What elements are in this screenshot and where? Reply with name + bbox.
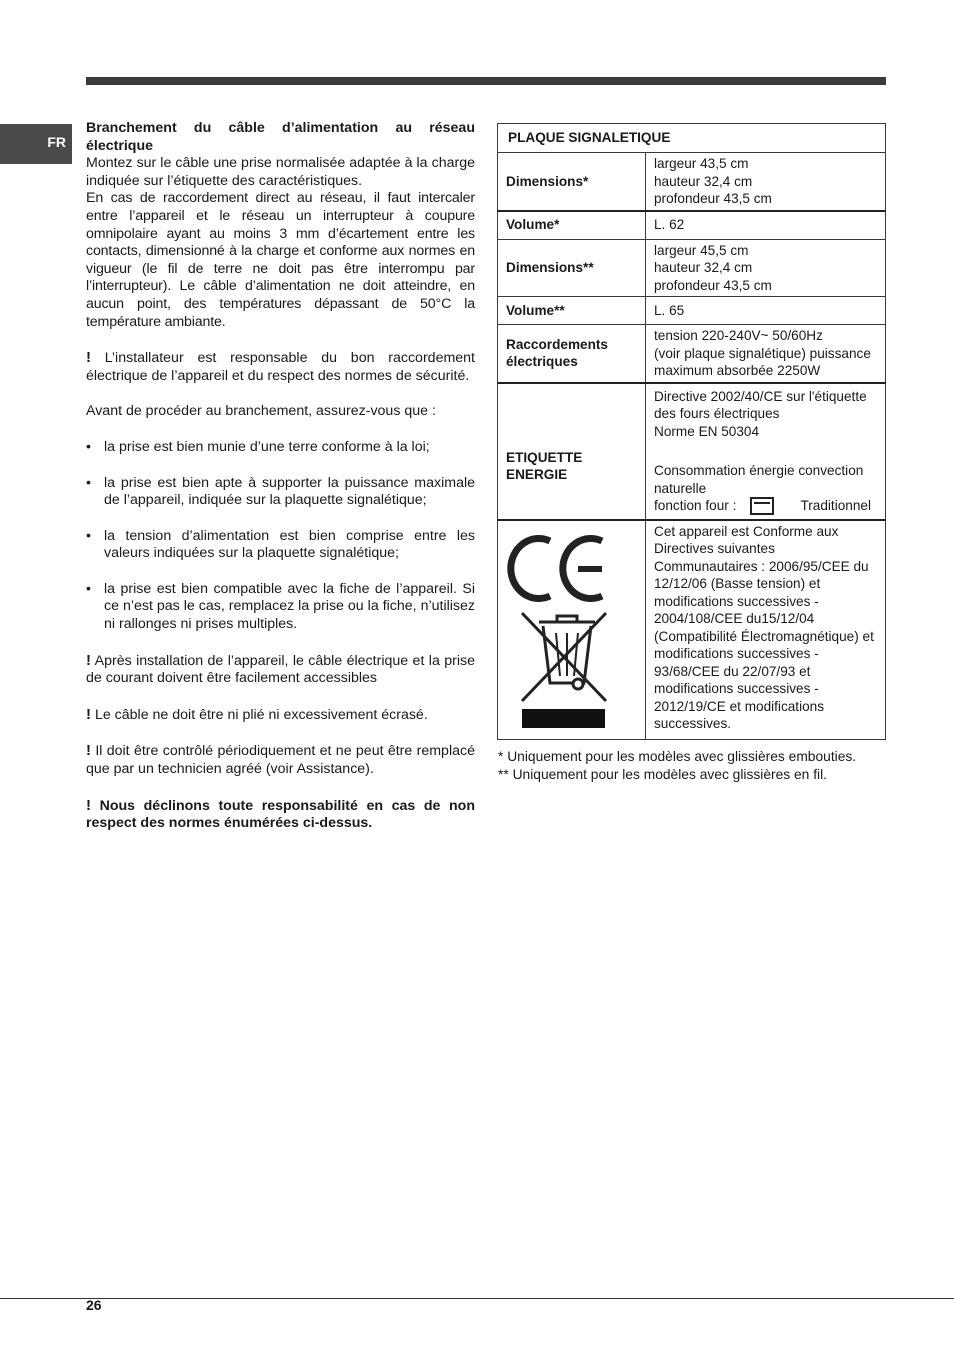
language-label: FR bbox=[47, 134, 66, 150]
energy-line: des fours électriques bbox=[654, 406, 780, 421]
language-tab bbox=[0, 124, 72, 164]
dimensions-value bbox=[646, 153, 886, 211]
bottom-rule bbox=[0, 1298, 954, 1299]
ce-weee-logos bbox=[498, 521, 637, 739]
warning-liability-text: Nous déclinons toute responsabilité en cas de non respect des normes énumérées ci-dessus. bbox=[86, 797, 475, 832]
warning-icon: ! bbox=[86, 705, 91, 723]
list-item: • la tension d’alimentation est bien comprise entre les valeurs indiquées sur la plaquette signalétique; bbox=[86, 528, 475, 563]
table-row bbox=[498, 153, 886, 211]
list-item: • la prise est bien munie d’une terre conforme à la loi; bbox=[86, 439, 475, 457]
intro-paragraph: Montez sur le câble une prise normalisée adaptée à la charge indiquée sur l’étiquette des caractéristiques. bbox=[86, 155, 475, 189]
dimension-line: largeur 43,5 cm bbox=[654, 156, 749, 171]
table-row bbox=[498, 520, 886, 740]
volume-label: Volume* bbox=[498, 211, 646, 240]
warning-icon: ! bbox=[86, 742, 91, 760]
top-rule bbox=[86, 77, 886, 85]
ce-conformity-text: Cet appareil est Conforme aux Directives suivantes Communautaires : 2006/95/CEE du 12/12/06 (Basse tension) et modifications successives - 2004/108/CEE du15/12/04 (Compatibilité Électromagnétique) et modifications successives - 93/68/CEE du 22/07/93 et modifications successives - 2012/19/CE et modifications successives. bbox=[646, 520, 886, 740]
oven-function-line bbox=[654, 497, 881, 515]
energy-label-line: ENERGIE bbox=[506, 467, 568, 482]
section-heading: Branchement du câble d’alimentation au réseau électrique bbox=[86, 120, 475, 154]
warning-accessible bbox=[86, 652, 475, 688]
dimension-line: hauteur 32,4 cm bbox=[654, 260, 753, 275]
dimensions-label: Dimensions* bbox=[498, 153, 646, 211]
weee-bin-icon bbox=[522, 613, 606, 701]
warning-icon: ! bbox=[86, 796, 91, 814]
warning-accessible-text: Après installation de l’appareil, le câble électrique et la prise de courant doivent être facilement accessibles bbox=[86, 652, 475, 687]
warning-icon: ! bbox=[86, 349, 91, 367]
electrical-value bbox=[646, 325, 886, 383]
table-title: PLAQUE SIGNALETIQUE bbox=[498, 124, 886, 153]
warning-installer bbox=[86, 349, 475, 385]
left-column bbox=[86, 120, 475, 833]
table-row bbox=[498, 383, 886, 520]
energy-label-line: ETIQUETTE bbox=[506, 449, 583, 465]
warning-liability bbox=[86, 797, 475, 833]
table-row bbox=[498, 239, 886, 297]
dimension-line: hauteur 32,4 cm bbox=[654, 173, 753, 189]
oven-icon bbox=[750, 497, 774, 515]
warning-inspection-text: Il doit être contrôlé périodiquement et ne peut être remplacé que par un technicien agréé (voir Assistance). bbox=[86, 743, 475, 778]
energy-line: Norme EN 50304 bbox=[654, 423, 760, 439]
list-item: • la prise est bien compatible avec la fiche de l’appareil. Si ce n’est pas le cas, remplacez la prise ou la fiche, n’utilisez ni rallonges ni prises multiples. bbox=[86, 581, 475, 634]
volume-value: L. 65 bbox=[646, 297, 886, 325]
direct-connection-paragraph: En cas de raccordement direct au réseau, il faut intercaler entre l’appareil et le réseau un interrupteur à coupure omnipolaire ayant au moins 3 mm d’écartement entre les contacts, dimensionné à la charge et conforme aux normes en vigueur (le fil de terre ne doit pas être interrompu par l’interrupteur). Le câble d’alimentation ne doit atteindre, en aucun point, des températures dépassant de 50°C la température ambiante. bbox=[86, 190, 475, 330]
energy-label bbox=[498, 383, 646, 520]
electrical-line: (voir plaque signalétique) puissance bbox=[654, 345, 871, 361]
warning-installer-text: L’installateur est responsable du bon raccordement électrique de l’appareil et du respect des normes de sécurité. bbox=[86, 350, 475, 384]
dimensions-label: Dimensions** bbox=[498, 239, 646, 297]
electrical-line: maximum absorbée 2250W bbox=[654, 363, 821, 378]
footnote: * Uniquement pour les modèles avec glissières embouties. bbox=[498, 749, 857, 764]
rating-plate-table bbox=[497, 123, 886, 740]
before-connect-text: Avant de procéder au branchement, assurez-vous que : bbox=[86, 403, 436, 420]
footnotes bbox=[498, 748, 856, 783]
volume-value: L. 62 bbox=[646, 211, 886, 240]
dimension-line: profondeur 43,5 cm bbox=[654, 277, 772, 293]
table-row bbox=[498, 211, 886, 240]
energy-line: Consommation énergie convection bbox=[654, 463, 864, 478]
warning-cable-text: Le câble ne doit être ni plié ni excessivement écrasé. bbox=[94, 706, 428, 723]
dimension-line: profondeur 43,5 cm bbox=[654, 191, 772, 206]
energy-line: naturelle bbox=[654, 480, 707, 496]
volume-label: Volume** bbox=[498, 297, 646, 325]
oven-function-label: fonction four : bbox=[654, 498, 737, 513]
electrical-label-line: Raccordements bbox=[506, 336, 608, 352]
weee-bar-icon bbox=[522, 709, 605, 728]
energy-line: Directive 2002/40/CE sur l'étiquette bbox=[654, 388, 867, 404]
footnote: ** Uniquement pour les modèles avec glissières en fil. bbox=[498, 766, 827, 782]
warning-icon: ! bbox=[86, 651, 91, 669]
electrical-label bbox=[498, 325, 646, 383]
electrical-line: tension 220-240V~ 50/60Hz bbox=[654, 328, 823, 343]
dimension-line: largeur 45,5 cm bbox=[654, 242, 749, 258]
electrical-label-line: électriques bbox=[506, 354, 578, 370]
table-row bbox=[498, 297, 886, 325]
warning-inspection bbox=[86, 742, 475, 778]
energy-value bbox=[646, 383, 886, 520]
table-row bbox=[498, 325, 886, 383]
oven-mode: Traditionnel bbox=[800, 498, 871, 513]
page-number: 26 bbox=[86, 1297, 102, 1313]
dimensions-value bbox=[646, 239, 886, 297]
logo-cell bbox=[498, 520, 646, 740]
warning-cable bbox=[86, 706, 475, 725]
list-item: • la prise est bien apte à supporter la puissance maximale de l’appareil, indiquée sur la plaquette signalétique; bbox=[86, 475, 475, 510]
logo-area bbox=[498, 521, 637, 739]
